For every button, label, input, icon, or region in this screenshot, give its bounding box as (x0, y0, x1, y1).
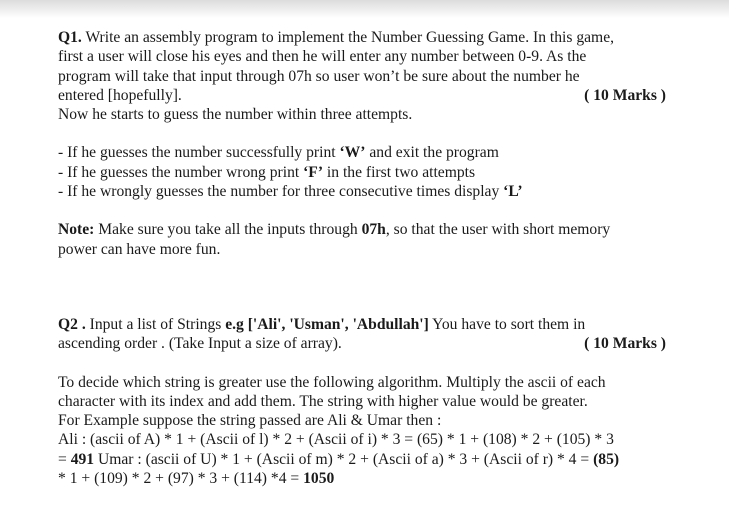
q2-para-2: character with its index and add them. The string with higher value would be greater. (58, 392, 588, 410)
q2-para-6: * 1 + (109) * 2 + (97) * 3 + (114) *4 = 1050 (58, 470, 335, 488)
q1-line-4 (58, 86, 668, 105)
q1-label: Q1. (58, 29, 82, 46)
top-shadow (0, 0, 729, 18)
q1-bullet-2: - If he guesses the number wrong print ‘F’ in the first two attempts (58, 163, 476, 181)
q2-line-1: Q2 . Input a list of Strings e.g ['Ali', 'Usman', 'Abdullah'] You have to sort them in (58, 315, 586, 333)
q1-line-3: program will take that input through 07h so user won’t be sure about the number he (58, 67, 580, 85)
q2-para-4: Ali : (ascii of A) * 1 + (Ascii of l) * 2 + (Ascii of i) * 3 = (65) * 1 + (108) * 2 + (105) * 3 (58, 431, 614, 449)
q2-para-5: = 491 Umar : (ascii of U) * 1 + (Ascii of m) * 2 + (Ascii of a) * 3 + (Ascii of r) * 4 = (85) (58, 450, 620, 468)
q1-line-1 (58, 28, 668, 47)
q1-note: Note: Make sure you take all the inputs through 07h, so that the user with short memory (58, 221, 611, 239)
q1-text-1: Write an assembly program to implement the Number Guessing Game. In this game, (81, 29, 615, 46)
q1-bullet-1: - If he guesses the number successfully print ‘W’ and exit the program (58, 144, 499, 162)
note-label: Note: (58, 221, 95, 239)
q2-label: Q2 . (58, 315, 86, 333)
q2-para-3: For Example suppose the string passed are Ali & Umar then : (58, 412, 442, 430)
q1-line-5: Now he starts to guess the number within three attempts. (58, 106, 413, 124)
q2-marks: ( 10 Marks ) (584, 335, 666, 353)
q2-line-2: ascending order . (Take Input a size of array). ( 10 Marks ) (58, 335, 666, 353)
q1-bullet-3: - If he wrongly guesses the number for three consecutive times display ‘L’ (58, 183, 523, 201)
q1-note-line-2: power can have more fun. (58, 240, 221, 258)
q1-line-2: first a user will close his eyes and then he will enter any number between 0-9. As the (58, 48, 587, 66)
document-body (58, 28, 668, 488)
q2-para-1: To decide which string is greater use the following algorithm. Multiply the ascii of each (58, 373, 606, 391)
q1-marks: ( 10 Marks ) (584, 86, 666, 104)
q1-text-4: entered [hopefully]. (58, 86, 182, 104)
